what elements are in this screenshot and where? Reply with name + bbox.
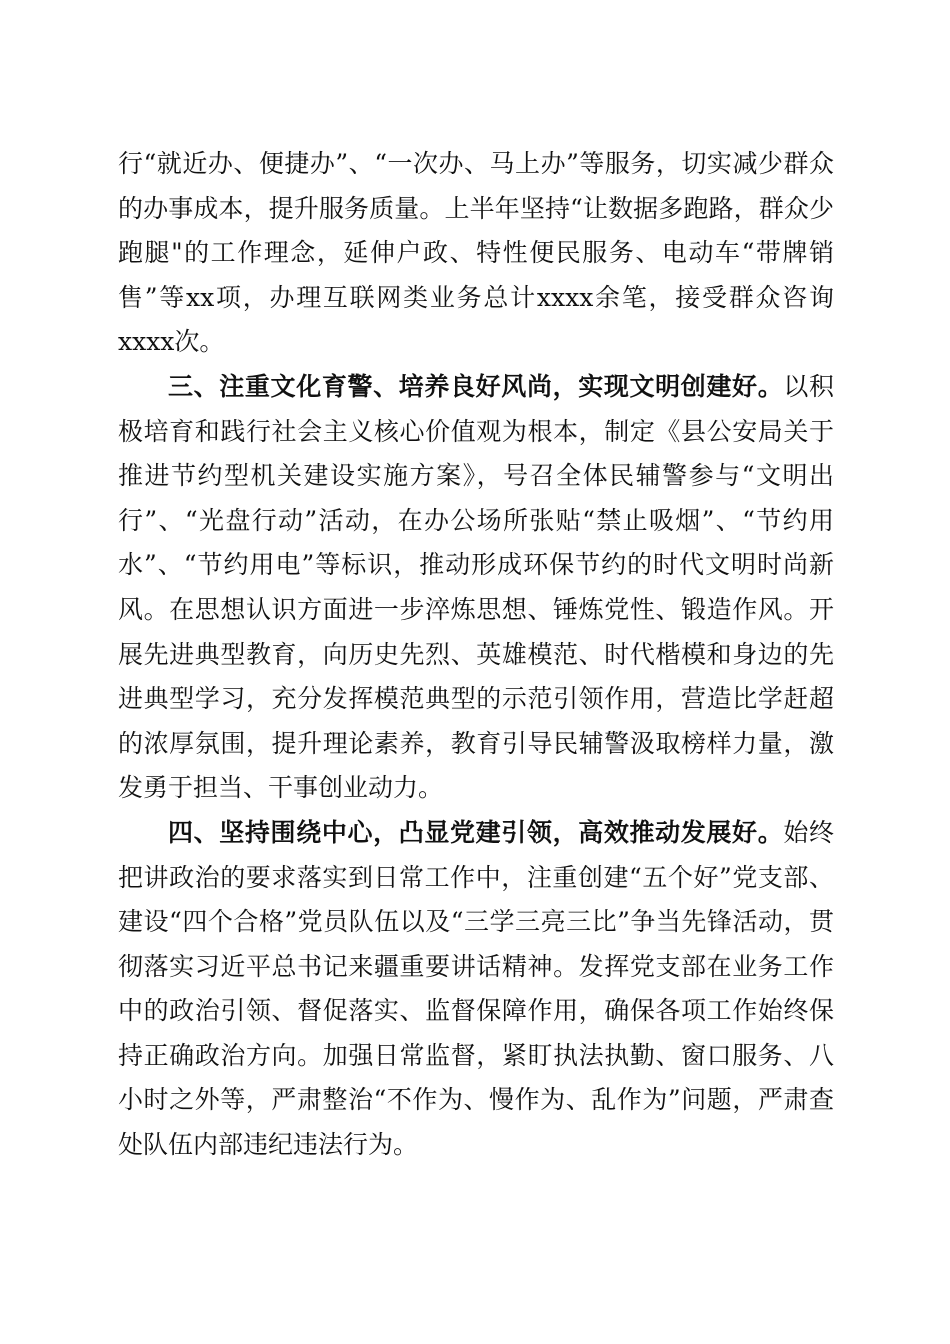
paragraph-section-three (118, 365, 834, 811)
paragraph-text: 行“就近办、便捷办”、“一次办、马上办”等服务，切实减少群众的办事成本，提升服务质量。上半年坚持“让数据多跑路，群众少跑腿"的工作理念，延伸户政、特性便民服务、电动车“带牌销售”等xx项，办理互联网类业务总计xxxx余笔，接受群众咨询xxxx次。 (118, 149, 834, 357)
paragraph-continuation (118, 142, 834, 365)
paragraph-text: 以积极培育和践行社会主义核心价值观为根本，制定《县公安局关于推进节约型机关建设实施方案》，号召全体民辅警参与“文明出行”、“光盘行动”活动，在办公场所张贴“禁止吸烟”、“节约用水”、“节约用电”等标识，推动形成环保节约的时代文明时尚新风。在思想认识方面进一步淬炼思想、锤炼党性、锻造作风。开展先进典型教育，向历史先烈、英雄模范、时代楷模和身边的先进典型学习，充分发挥模范典型的示范引领作用，营造比学赶超的浓厚氛围，提升理论素养，教育引导民辅警汲取榜样力量，激发勇于担当、干事创业动力。 (118, 371, 834, 803)
document-body (118, 142, 834, 1168)
paragraph-text: 始终把讲政治的要求落实到日常工作中，注重创建“五个好”党支部、建设“四个合格”党员队伍以及“三学三亮三比”争当先锋活动，贯彻落实习近平总书记来疆重要讲话精神。发挥党支部在业务工作中的政治引领、督促落实、监督保障作用，确保各项工作始终保持正确政治方向。加强日常监督，紧盯执法执勤、窗口服务、八小时之外等，严肃整治“不作为、慢作为、乱作为”问题，严肃查处队伍内部违纪违法行为。 (118, 817, 834, 1160)
section-heading: 三、注重文化育警、培养良好风尚，实现文明创建好。 (168, 371, 784, 401)
paragraph-section-four (118, 811, 834, 1168)
section-heading: 四、坚持围绕中心，凸显党建引领，高效推动发展好。 (168, 817, 784, 847)
